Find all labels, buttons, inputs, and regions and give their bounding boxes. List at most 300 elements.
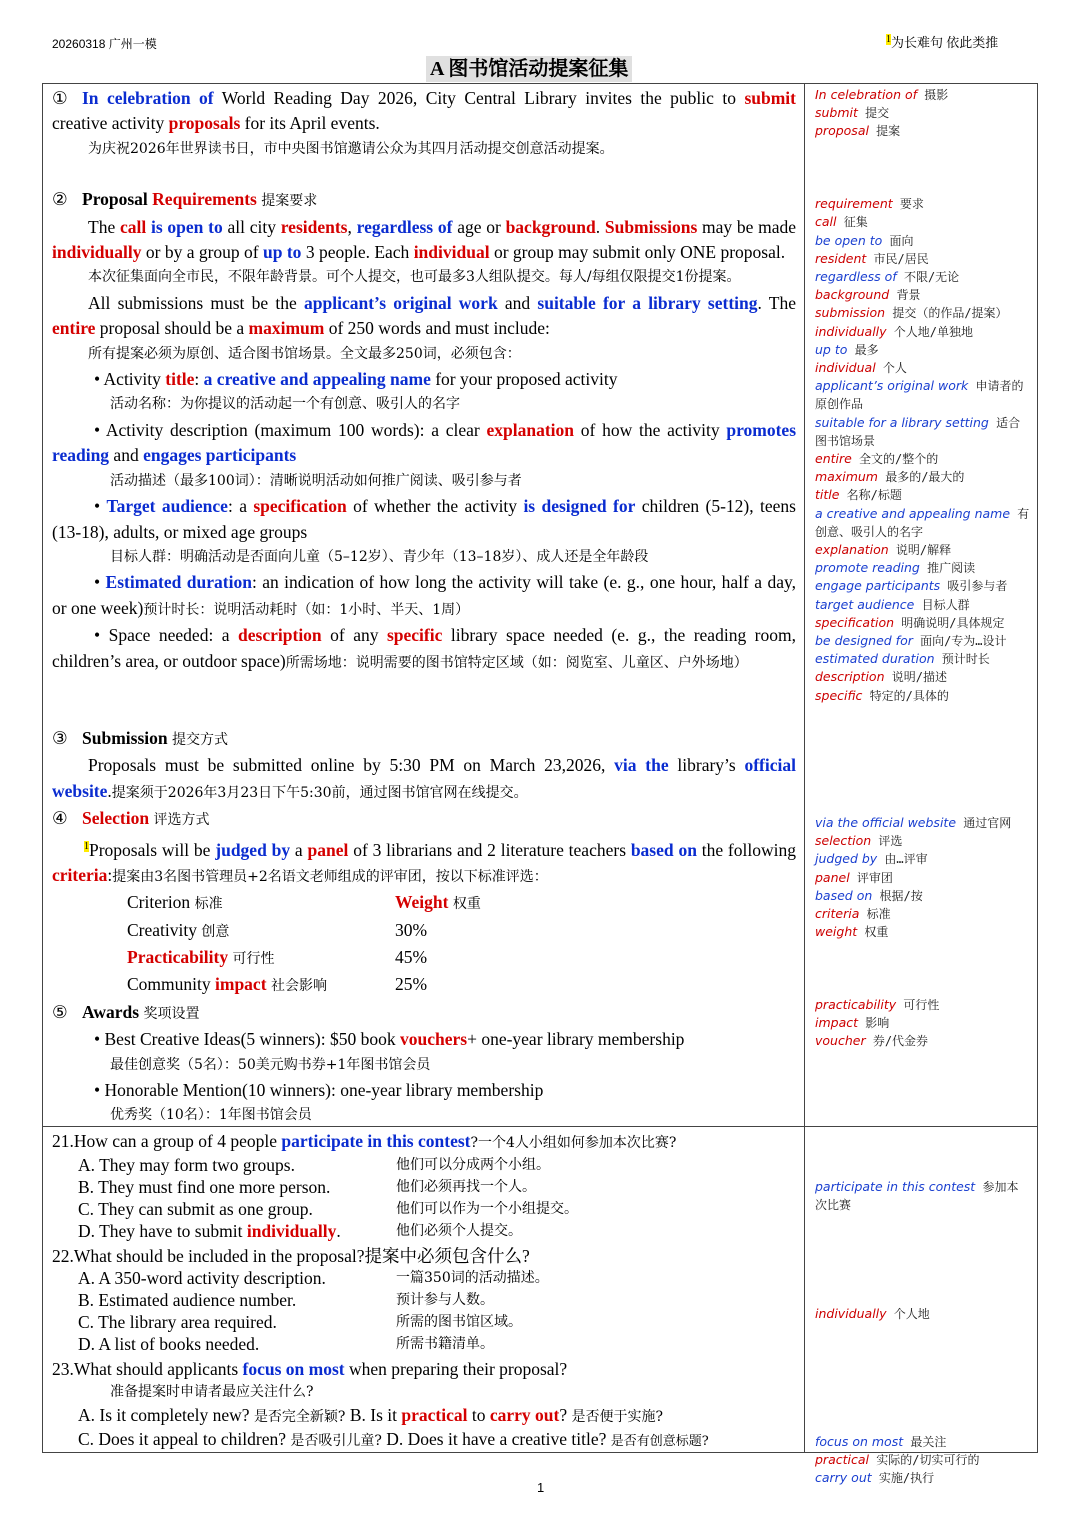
- section-3-heading: [52, 726, 796, 753]
- vocab-item: [815, 122, 1030, 140]
- vocab-term: submission: [815, 305, 886, 321]
- kw: In celebration of: [82, 88, 214, 108]
- vocab-spacer: [815, 1396, 1030, 1414]
- translation: 预计时长：说明活动耗时（如：1小时、半天、1周）: [143, 601, 470, 618]
- vocab-spacer: [815, 1342, 1030, 1360]
- kw: official website: [52, 755, 796, 801]
- vocab-meaning: 特定的/具体的: [862, 688, 949, 703]
- vocab-meaning: 最多: [847, 342, 879, 357]
- vocab-term: be designed for: [815, 633, 913, 649]
- text: 30%: [395, 919, 428, 940]
- vocab-term: estimated duration: [815, 651, 935, 667]
- section-1: [52, 86, 796, 137]
- vocab-spacer: [815, 1269, 1030, 1287]
- text: and: [109, 445, 144, 466]
- vocab-spacer: [815, 1160, 1030, 1178]
- vocab-item: [815, 341, 1030, 359]
- vocab-meaning: 面向/专为…设计: [912, 634, 1007, 649]
- text: Proposals must be submitted online by 5:30 PM on March 23,2026,: [88, 755, 615, 776]
- vocab-spacer: [815, 141, 1030, 159]
- vocab-meaning: 推广阅读: [919, 561, 976, 576]
- translation: 评选方式: [149, 812, 210, 829]
- kw: maximum: [248, 318, 325, 339]
- vocab-item: [815, 268, 1030, 286]
- vocab-term: be open to: [815, 232, 883, 248]
- kw: impact: [215, 974, 267, 995]
- vocab-term: selection: [815, 833, 872, 849]
- header-note-text: 为长难句 依此类推: [891, 35, 999, 50]
- circled-number: ③: [52, 727, 68, 748]
- text: :: [194, 369, 204, 390]
- vocab-meaning: 实施/执行: [871, 1470, 935, 1485]
- kw: regardless of: [356, 216, 453, 237]
- vocab-spacer: [815, 705, 1030, 723]
- vocab-item: [815, 1433, 1030, 1451]
- award-item: • Honorable Mention(10 winners): one-year library membership: [94, 1080, 544, 1101]
- text: .: [336, 1221, 341, 1241]
- text: the following: [696, 839, 796, 860]
- paragraph: [52, 291, 796, 342]
- vocab-term: In celebration of: [815, 87, 918, 102]
- vocab-meaning: 可行性: [896, 997, 940, 1012]
- kw: engages participants: [143, 445, 297, 466]
- vocab-spacer: [815, 1360, 1030, 1378]
- text: proposal should be a: [95, 318, 249, 339]
- vocab-item: [815, 1469, 1030, 1487]
- vocab-item: [815, 668, 1030, 686]
- translation: 所需的图书馆区域。: [396, 1314, 522, 1330]
- bullet-description: [52, 418, 796, 469]
- vocab-meaning: 实际的/切实可行的: [869, 1452, 980, 1467]
- page-title: A 图书馆活动提案征集: [426, 56, 632, 82]
- kw: applicant’s original work: [304, 292, 498, 313]
- translation: 是否有创意标题?: [610, 1434, 709, 1449]
- vocab-spacer: [815, 741, 1030, 759]
- vocab-term: entire: [815, 451, 852, 467]
- vocab-spacer: [815, 1323, 1030, 1341]
- option-text: B. Estimated audience number.: [78, 1290, 297, 1310]
- vocab-item: [815, 850, 1030, 868]
- translation: 可行性: [228, 951, 275, 968]
- text: Proposals will be: [89, 839, 216, 860]
- vocab-item: [815, 104, 1030, 122]
- vocab-term: regardless of: [815, 268, 897, 284]
- kw: judged by: [215, 839, 291, 860]
- vocab-term: resident: [815, 250, 867, 266]
- option-text: B. They must find one more person.: [78, 1177, 331, 1197]
- circled-number: ①: [52, 88, 68, 108]
- kw: title: [165, 369, 195, 390]
- vocab-spacer: [815, 1251, 1030, 1269]
- kw: individual: [413, 242, 490, 263]
- vocab-item: [815, 232, 1030, 250]
- option: [52, 1154, 802, 1176]
- option-text: C. They can submit as one group.: [78, 1199, 313, 1219]
- vocab-item: [815, 1305, 1030, 1323]
- kw: based on: [630, 839, 697, 860]
- kw: vouchers: [400, 1029, 468, 1050]
- text: of 3 librarians and 2 literature teachers: [348, 839, 631, 860]
- text: 25%: [395, 974, 428, 995]
- option: [52, 1289, 802, 1311]
- bullet-audience: [52, 494, 796, 545]
- spacer: [52, 701, 796, 726]
- translation: 提交方式: [167, 731, 229, 748]
- vocab-item: [815, 1178, 1030, 1214]
- vocab-meaning: 明确说明/具体规定: [894, 615, 1005, 630]
- header-date: 20260318 广州一模: [52, 37, 157, 51]
- text: of any: [321, 625, 387, 646]
- vocab-item: [815, 359, 1030, 377]
- section-2-heading: [52, 187, 796, 214]
- vocab-meaning: 说明/描述: [884, 670, 947, 685]
- translation: 所有提案必须为原创、适合图书馆场景。全文最多250词，必须包含：: [88, 345, 521, 362]
- text: World Reading Day 2026, City Central Library invites the public to: [213, 88, 745, 108]
- vocab-spacer: [815, 1069, 1030, 1087]
- vocab-term: practical: [815, 1451, 869, 1467]
- option-row: [52, 1428, 802, 1453]
- vocab-term: requirement: [815, 196, 893, 212]
- text: 21.How can a group of 4 people: [52, 1131, 282, 1151]
- vocab-item: [815, 541, 1030, 559]
- translation: 是否吸引儿童?: [290, 1433, 382, 1449]
- vocab-spacer: [815, 1123, 1030, 1141]
- vocab-term: maximum: [815, 469, 878, 485]
- vocab-term: panel: [815, 869, 850, 885]
- text: • Best Creative Ideas(5 winners): $50 book: [94, 1029, 400, 1050]
- vocab-item: [815, 614, 1030, 632]
- vocab-meaning: 市民/居民: [866, 251, 929, 266]
- vocab-item: [815, 887, 1030, 905]
- translation: 活动描述（最多100词）：清晰说明活动如何推广阅读、吸引参与者: [110, 472, 522, 489]
- option: [52, 1198, 802, 1220]
- vocab-item: [815, 869, 1030, 887]
- vocab-term: voucher: [815, 1033, 866, 1049]
- text: or group may submit only ONE proposal.: [489, 242, 786, 263]
- vocab-meaning: 征集: [836, 215, 868, 230]
- circled-number: ⑤: [52, 1001, 68, 1022]
- criteria-row: [52, 890, 796, 917]
- vocab-meaning: 最关注: [903, 1434, 947, 1449]
- vocab-spacer: [815, 1214, 1030, 1232]
- translation: 社会影响: [266, 978, 327, 995]
- translation: 优秀奖（10名）：1年图书馆会员: [110, 1107, 312, 1124]
- text: of whether the activity: [346, 496, 524, 517]
- vocab-item: [815, 86, 1030, 104]
- text: • Space needed: a: [94, 625, 239, 646]
- translation: 他们必须再找一个人。: [396, 1179, 536, 1195]
- text: .: [107, 780, 112, 801]
- text: a: [290, 839, 308, 860]
- option-text: A. They may form two groups.: [78, 1155, 295, 1175]
- question-22: [52, 1245, 802, 1267]
- vocab-term: applicant’s original work: [815, 378, 969, 394]
- text: library space needed (e. g., the reading room, children’s area, or outdoor space): [52, 625, 796, 671]
- translation: 他们可以作为一个小组提交。: [396, 1201, 578, 1217]
- questions: [52, 1130, 802, 1453]
- vocab-term: engage participants: [815, 578, 941, 594]
- heading: Selection: [82, 808, 150, 829]
- vocab-spacer: [815, 1051, 1030, 1069]
- option-text: B. Is it: [345, 1405, 402, 1425]
- text: • Activity: [94, 369, 166, 390]
- highlight-number: 1: [886, 33, 891, 45]
- vocab-term: target audience: [815, 596, 915, 612]
- vocab-meaning: 背景: [889, 288, 921, 303]
- text: creative activity: [52, 113, 169, 134]
- vocab-meaning: 评审团: [849, 870, 893, 885]
- kw: specification: [253, 496, 347, 517]
- kw: call: [119, 216, 147, 237]
- text: : an indication of how long the activity will take (e. g., one hour, half a day, or one week): [52, 572, 796, 618]
- vocab-meaning: 说明/解释: [888, 543, 952, 558]
- column-divider: [804, 83, 805, 1453]
- vocab-item: [815, 505, 1030, 541]
- vocab-meaning: 面向: [882, 233, 914, 248]
- translation: 为庆祝2026年世界读书日，市中央图书馆邀请公众为其四月活动提交创意活动提案。: [88, 140, 614, 157]
- vocab-spacer: [815, 1142, 1030, 1160]
- heading: Submission: [82, 727, 168, 748]
- vocab-meaning: 个人地: [886, 1307, 930, 1322]
- vocab-term: individual: [815, 360, 876, 375]
- section-4-heading: [52, 806, 796, 833]
- kw: suitable for a library setting: [537, 292, 758, 313]
- award-item: [52, 1027, 796, 1052]
- option-text: D. A list of books needed.: [78, 1334, 260, 1354]
- option: [52, 1333, 802, 1355]
- text: all city: [222, 216, 281, 237]
- text: 45%: [395, 947, 428, 968]
- kw: proposals: [168, 113, 241, 134]
- vocab-spacer: [815, 177, 1030, 195]
- kw: carry out: [489, 1405, 560, 1425]
- vocab-meaning: 名称/标题: [839, 488, 902, 503]
- page-number: 1: [537, 1480, 545, 1495]
- vocab-meaning: 由…评审: [877, 852, 928, 867]
- option: [52, 1267, 802, 1289]
- vocab-term: individually: [815, 323, 887, 339]
- circled-number: ②: [52, 189, 68, 210]
- translation: 提案由3名图书管理员+2名语文老师组成的评审团，按以下标准评选：: [112, 868, 548, 885]
- kw: practical: [401, 1405, 468, 1425]
- text: of how the activity: [574, 419, 727, 440]
- vocab-meaning: 全文的/整个的: [851, 452, 939, 467]
- vocab-term: submit: [815, 105, 858, 121]
- kw: promotes reading: [52, 419, 797, 466]
- vocab-term: explanation: [815, 542, 889, 558]
- vocab-item: [815, 1014, 1030, 1032]
- text: • Activity description (maximum 100 words): a clear: [94, 419, 487, 440]
- text: Community: [127, 974, 215, 995]
- passage: [52, 86, 796, 1129]
- vocab-term: a creative and appealing name: [815, 505, 1011, 521]
- bullet-duration: [52, 570, 796, 623]
- vocab-term: background: [815, 287, 890, 303]
- text: . The: [757, 292, 796, 313]
- vocab-spacer: [815, 1105, 1030, 1123]
- kw: Target audience: [106, 496, 228, 517]
- vocab-term: call: [815, 214, 837, 230]
- text: and: [497, 292, 538, 313]
- criteria-row: [52, 918, 796, 945]
- vocab-item: [815, 468, 1030, 486]
- vocab-meaning: 不限/无论: [896, 269, 960, 284]
- vocab-meaning: 参加本次比赛: [815, 1179, 1019, 1213]
- vocab-spacer: [815, 941, 1030, 959]
- kw: Practicability: [127, 947, 229, 968]
- vocab-term: weight: [815, 924, 858, 940]
- paragraph: [52, 834, 796, 891]
- vocab-meaning: 申请者的原创作品: [815, 379, 1024, 412]
- vocab-meaning: 标准: [859, 907, 891, 921]
- vocab-item: [815, 304, 1030, 322]
- text: age or: [452, 216, 506, 237]
- option-text: A. Is it completely new?: [78, 1405, 254, 1425]
- kw: explanation: [486, 419, 575, 440]
- question-21: [52, 1130, 802, 1154]
- bullet-space: [52, 623, 796, 676]
- vocab-spacer: [815, 778, 1030, 796]
- vocab-item: [815, 213, 1030, 231]
- translation: 提案要求: [256, 193, 318, 210]
- option: [52, 1176, 802, 1198]
- kw: Weight: [395, 892, 449, 913]
- vocab-item: [815, 650, 1030, 668]
- text: The: [88, 216, 120, 237]
- vocab-meaning: 适合图书馆场景: [815, 415, 1021, 448]
- option-row: [52, 1404, 802, 1428]
- translation: 本次征集面向全市民，不限年龄背景。可个人提交，也可最多3人组队提交。每人/每组仅限提交1份提案。: [88, 269, 741, 286]
- translation: 最佳创意奖（5名）：50美元购书券+1年图书馆会员: [110, 1056, 431, 1073]
- vocab-spacer: [815, 1087, 1030, 1105]
- vocab-term: judged by: [815, 851, 878, 867]
- vocab-item: [815, 323, 1030, 341]
- kw: is open to: [150, 216, 223, 237]
- heading: Awards: [82, 1001, 140, 1022]
- kw: residents: [280, 216, 348, 237]
- translation: 是否完全新颖?: [253, 1409, 346, 1425]
- vocab-meaning: 通过官网: [956, 815, 1012, 830]
- text: when preparing their proposal?: [344, 1359, 568, 1379]
- vocab-item: [815, 596, 1030, 614]
- vocab-spacer: [815, 723, 1030, 741]
- vocab-term: individually: [815, 1306, 887, 1322]
- kw: description: [238, 625, 322, 646]
- vocab-meaning: 个人: [875, 361, 907, 375]
- vocab-item: [815, 687, 1030, 705]
- vocab-meaning: 评选: [871, 834, 903, 849]
- vocab-meaning: 预计时长: [934, 652, 990, 667]
- vocab-spacer: [815, 759, 1030, 777]
- vocab-item: [815, 559, 1030, 577]
- highlight-number: 1: [84, 840, 89, 852]
- option: [52, 1220, 802, 1242]
- vocab-spacer: [815, 159, 1030, 177]
- kw: submit: [744, 88, 796, 108]
- text: + one-year library membership: [467, 1029, 685, 1050]
- vocab-spacer: [815, 1414, 1030, 1432]
- text: may be made: [697, 216, 797, 237]
- kw: specific: [386, 625, 443, 646]
- option-text: C. Does it appeal to children?: [78, 1429, 291, 1449]
- criteria-row: [52, 945, 796, 972]
- vocab-item: [815, 414, 1030, 450]
- vocab-spacer: [815, 960, 1030, 978]
- translation: 所需场地：说明需要的图书馆特定区域（如：阅览室、儿童区、户外场地）: [285, 654, 748, 671]
- translation: 奖项设置: [139, 1005, 200, 1022]
- vocab-meaning: 吸引参与者: [940, 579, 1008, 594]
- vocab-term: specific: [815, 687, 863, 703]
- option-text: A. A 350-word activity description.: [78, 1268, 326, 1288]
- heading: Proposal: [82, 189, 153, 210]
- vocab-term: description: [815, 669, 885, 685]
- vocab-meaning: 最多的/最大的: [877, 470, 965, 485]
- option-text: C. The library area required.: [78, 1312, 277, 1332]
- vocab-meaning: 提交（的作品/提案）: [885, 306, 1008, 321]
- vocab-item: [815, 923, 1030, 941]
- vocab-item: [815, 577, 1030, 595]
- text: •: [94, 496, 107, 517]
- vocab-term: suitable for a library setting: [815, 414, 989, 430]
- text: 3 people. Each: [301, 242, 414, 263]
- option: [52, 1311, 802, 1333]
- text: or by a group of: [141, 242, 264, 263]
- kw: individually: [246, 1221, 337, 1241]
- vocab-spacer: [815, 796, 1030, 814]
- kw: criteria: [52, 864, 108, 885]
- vocab-item: [815, 377, 1030, 413]
- option-text: D. Does it have a creative title?: [381, 1429, 611, 1449]
- kw: background: [505, 216, 596, 237]
- vocab-term: up to: [815, 341, 848, 357]
- vocab-meaning: 摄影: [917, 88, 949, 102]
- vocab-item: [815, 905, 1030, 923]
- vocab-meaning: 根据/按: [872, 888, 923, 903]
- header-note: [886, 32, 998, 51]
- translation: ?一个4人小组如何参加本次比赛?: [470, 1135, 677, 1151]
- text: All submissions must be the: [88, 292, 304, 313]
- translation: 所需书籍清单。: [396, 1336, 494, 1352]
- vocab-spacer: [815, 1378, 1030, 1396]
- question-23: [52, 1358, 802, 1380]
- translation: 活动名称：为你提议的活动起一个有创意、吸引人的名字: [110, 396, 460, 413]
- vocab-item: [815, 832, 1030, 850]
- kw: a creative and appealing name: [203, 369, 431, 390]
- vocab-term: impact: [815, 1015, 859, 1031]
- spacer: [52, 162, 796, 187]
- circled-number: ④: [52, 808, 68, 829]
- vocab-term: based on: [815, 887, 873, 903]
- kw: via the: [614, 755, 669, 776]
- translation: 创意: [196, 923, 230, 940]
- vocab-meaning: 券/代金券: [865, 1034, 929, 1049]
- vocab-term: title: [815, 487, 840, 503]
- translation: 标准: [190, 896, 223, 913]
- text: •: [94, 572, 106, 593]
- vocab-item: [815, 1451, 1030, 1469]
- kw: Submissions: [604, 216, 698, 237]
- translation: 预计参与人数。: [396, 1292, 494, 1308]
- kw: panel: [307, 839, 349, 860]
- vocab-meaning: 有创意、吸引人的名字: [815, 506, 1030, 539]
- translation: 他们必须个人提交。: [396, 1223, 522, 1239]
- translation: 他们可以分成两个小组。: [396, 1157, 550, 1173]
- kw: Estimated duration: [105, 572, 252, 593]
- vocab-item: [815, 195, 1030, 213]
- vocab-term: criteria: [815, 906, 860, 921]
- kw: Requirements: [152, 189, 257, 210]
- vocab-item: [815, 632, 1030, 650]
